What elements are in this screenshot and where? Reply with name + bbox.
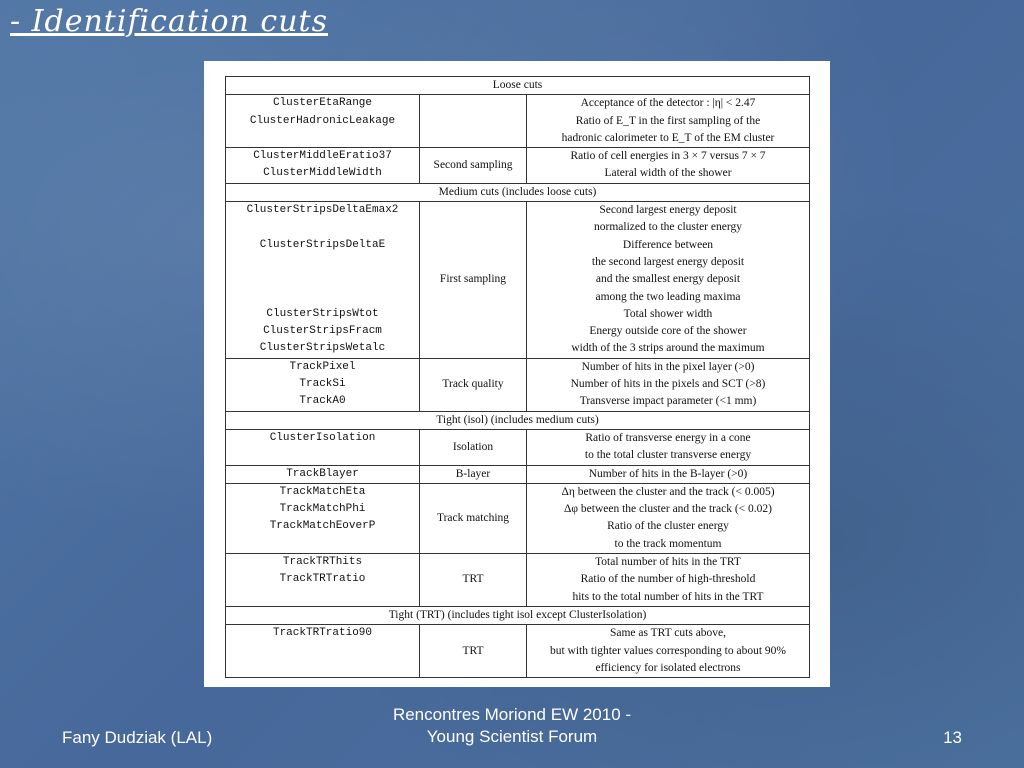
description-line: hadronic calorimeter to E_T of the EM cluster <box>561 131 775 144</box>
variable-name: ClusterStripsWtot <box>266 307 379 320</box>
variable-name <box>230 589 415 606</box>
variable-name <box>230 130 415 147</box>
table-row <box>226 202 810 359</box>
description-line: and the smallest energy deposit <box>595 273 741 286</box>
variable-name: ClusterMiddleEratio37 <box>253 150 392 163</box>
description-line: Second largest energy deposit <box>599 204 737 217</box>
variable-name <box>230 536 415 553</box>
section-header-row <box>226 77 810 95</box>
description-line: hits to the total number of hits in the TRT <box>572 590 764 603</box>
section-header: Tight (isol) (includes medium cuts) <box>226 411 810 429</box>
table-row <box>226 625 810 678</box>
description-line: Ratio of cell energies in 3 × 7 versus 7 × 7 <box>570 150 766 163</box>
variable-cell <box>226 625 420 678</box>
category-cell: Track quality <box>420 358 527 411</box>
description-line: Ratio of the number of high-threshold <box>580 573 756 586</box>
variable-cell <box>226 358 420 411</box>
description-line: Total shower width <box>623 307 713 320</box>
variable-name: TrackBlayer <box>286 467 359 480</box>
category-cell: First sampling <box>420 202 527 359</box>
category-cell: Second sampling <box>420 148 527 184</box>
variable-name <box>230 447 415 464</box>
variable-name <box>230 643 415 660</box>
description-cell <box>527 429 810 465</box>
description-line: the second largest energy deposit <box>591 255 745 268</box>
footer-event-line2: Young Scientist Forum <box>426 727 598 746</box>
description-line: Number of hits in the pixel layer (>0) <box>581 360 755 373</box>
slide-title: - Identification cuts <box>10 4 328 39</box>
description-line: Δη between the cluster and the track (< 0.005) <box>561 485 775 498</box>
description-cell <box>527 554 810 607</box>
table-row <box>226 483 810 553</box>
category-cell: TRT <box>420 554 527 607</box>
description-line: Lateral width of the shower <box>604 167 732 180</box>
variable-name <box>230 219 415 236</box>
description-line: Ratio of transverse energy in a cone <box>585 431 751 444</box>
variable-name <box>230 271 415 288</box>
variable-name: TrackTRThits <box>282 556 363 569</box>
variable-name: TrackTRTratio90 <box>272 627 373 640</box>
category-cell: TRT <box>420 625 527 678</box>
category-cell <box>420 95 527 148</box>
variable-cell <box>226 202 420 359</box>
variable-name: ClusterIsolation <box>269 431 376 444</box>
table-image <box>204 61 830 687</box>
description-line: width of the 3 strips around the maximum <box>571 342 765 355</box>
footer-author: Fany Dudziak (LAL) <box>62 728 213 747</box>
footer-event-line1: Rencontres Moriond EW 2010 - <box>392 705 632 724</box>
variable-cell <box>226 465 420 483</box>
table-row <box>226 95 810 148</box>
variable-name: TrackMatchEta <box>279 485 366 498</box>
variable-name: TrackTRTratio <box>279 573 366 586</box>
variable-name: TrackMatchPhi <box>279 503 366 516</box>
variable-name <box>230 660 415 677</box>
table-row <box>226 554 810 607</box>
variable-name: ClusterMiddleWidth <box>263 167 382 180</box>
description-cell <box>527 358 810 411</box>
description-line: Transverse impact parameter (<1 mm) <box>579 395 757 408</box>
description-line: to the track momentum <box>614 537 722 550</box>
description-line: Ratio of the cluster energy <box>607 520 729 533</box>
cuts-table <box>225 76 810 678</box>
variable-name <box>230 254 415 271</box>
description-line: Difference between <box>622 238 714 251</box>
variable-name: ClusterStripsDeltaEmax2 <box>246 204 399 217</box>
section-header: Loose cuts <box>226 77 810 95</box>
description-cell <box>527 465 810 483</box>
section-header-row <box>226 183 810 201</box>
section-header: Tight (TRT) (includes tight isol except ClusterIsolation) <box>226 606 810 624</box>
table-row <box>226 429 810 465</box>
category-cell: B-layer <box>420 465 527 483</box>
description-line: Ratio of E_T in the first sampling of the <box>575 114 761 127</box>
description-line: Δφ between the cluster and the track (< 0.02) <box>564 503 772 516</box>
description-line: efficiency for isolated electrons <box>595 661 741 674</box>
description-cell <box>527 148 810 184</box>
section-header-row <box>226 606 810 624</box>
variable-cell <box>226 429 420 465</box>
variable-name: ClusterStripsDeltaE <box>259 238 386 251</box>
description-line: Same as TRT cuts above, <box>609 627 727 640</box>
variable-name: TrackA0 <box>299 395 346 408</box>
variable-cell <box>226 95 420 148</box>
description-line: among the two leading maxima <box>595 290 741 303</box>
description-line: Total number of hits in the TRT <box>595 556 741 569</box>
variable-name: ClusterStripsWetalc <box>259 342 386 355</box>
category-cell: Track matching <box>420 483 527 553</box>
table-row <box>226 148 810 184</box>
variable-name: ClusterEtaRange <box>272 97 373 110</box>
table-row <box>226 465 810 483</box>
description-line: but with tighter values corresponding to about 90% <box>549 644 787 657</box>
category-cell: Isolation <box>420 429 527 465</box>
variable-cell <box>226 483 420 553</box>
description-cell <box>527 625 810 678</box>
table-row <box>226 358 810 411</box>
description-line: normalized to the cluster energy <box>594 221 742 234</box>
description-cell <box>527 202 810 359</box>
description-cell <box>527 483 810 553</box>
description-line: Number of hits in the B-layer (>0) <box>588 467 748 480</box>
variable-cell <box>226 148 420 184</box>
slide-number: 13 <box>943 728 962 747</box>
variable-cell <box>226 554 420 607</box>
variable-name: TrackSi <box>299 378 346 391</box>
section-header-row <box>226 411 810 429</box>
variable-name: ClusterStripsFracm <box>263 325 382 338</box>
variable-name: TrackMatchEoverP <box>269 520 376 533</box>
section-header: Medium cuts (includes loose cuts) <box>226 183 810 201</box>
footer-event <box>362 704 662 748</box>
description-line: Number of hits in the pixels and SCT (>8) <box>570 378 766 391</box>
variable-name: TrackPixel <box>289 360 356 373</box>
variable-name <box>230 289 415 306</box>
variable-name: ClusterHadronicLeakage <box>249 114 396 127</box>
description-line: Acceptance of the detector : |η| < 2.47 <box>580 97 756 110</box>
description-line: to the total cluster transverse energy <box>584 449 752 462</box>
description-line: Energy outside core of the shower <box>589 325 747 338</box>
description-cell <box>527 95 810 148</box>
